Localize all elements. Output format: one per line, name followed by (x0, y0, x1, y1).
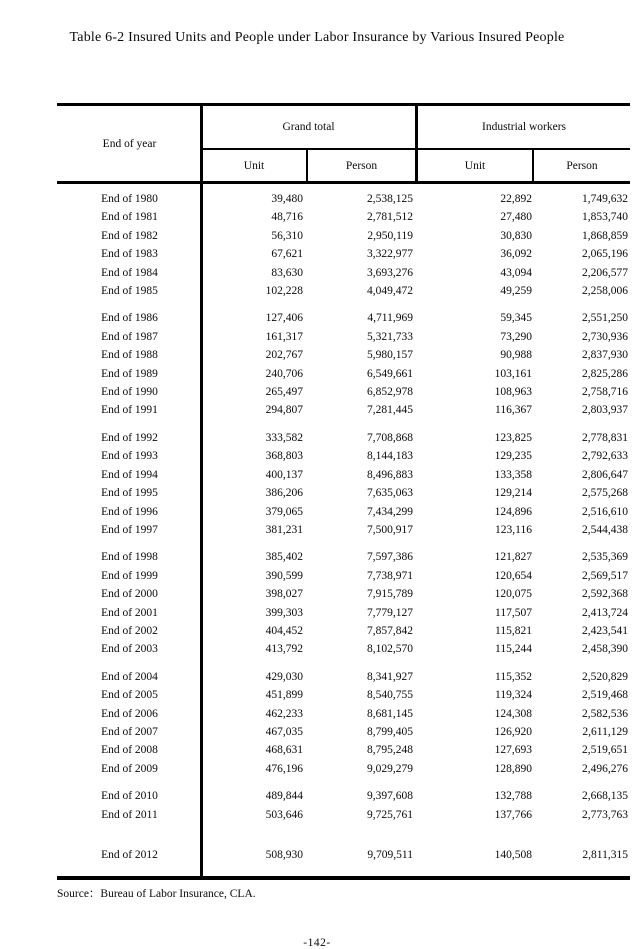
value-cell: 43,094 (500, 266, 532, 279)
value-cell: 7,434,299 (367, 505, 413, 518)
value-cell: 3,693,276 (367, 266, 413, 279)
row-group (57, 787, 630, 824)
table-row (57, 640, 630, 658)
value-cell: 2,065,196 (582, 248, 628, 261)
table-row (57, 328, 630, 346)
year-cell: End of 1999 (101, 569, 158, 582)
value-cell: 462,233 (265, 707, 303, 720)
value-cell: 2,950,119 (367, 229, 413, 242)
column-group-industrial-workers: Industrial workers (418, 106, 630, 150)
year-cell: End of 2008 (101, 744, 158, 757)
table-row (57, 686, 630, 704)
value-cell: 2,582,536 (582, 707, 628, 720)
table-title: Table 6-2 Insured Units and People under Labor Insurance by Various Insured People (69, 30, 565, 45)
value-cell: 8,102,570 (367, 643, 413, 656)
grand-total-unit-header: Unit (202, 150, 308, 181)
grand-total-person-header: Person (308, 150, 418, 181)
year-cell: End of 1982 (101, 229, 158, 242)
value-cell: 503,646 (265, 808, 303, 821)
value-cell: 8,341,927 (367, 670, 413, 683)
value-cell: 2,825,286 (582, 367, 628, 380)
table-row (57, 365, 630, 383)
value-cell: 2,206,577 (582, 266, 628, 279)
row-header-cell: End of year (102, 137, 157, 150)
value-cell: 126,920 (494, 725, 532, 738)
value-cell: 2,520,829 (582, 670, 628, 683)
insurance-table (57, 103, 630, 880)
table-row (57, 604, 630, 622)
value-cell: 129,235 (494, 450, 532, 463)
year-cell: End of 1988 (101, 349, 158, 362)
value-cell: 115,244 (495, 643, 532, 656)
value-cell: 2,413,724 (582, 606, 628, 619)
value-cell: 2,781,512 (367, 211, 413, 224)
year-cell: End of 1997 (101, 523, 158, 536)
year-cell: End of 1985 (101, 285, 158, 298)
value-cell: 108,963 (494, 386, 532, 399)
value-cell: 2,758,716 (582, 386, 628, 399)
value-cell: 2,668,135 (582, 790, 628, 803)
value-cell: 2,730,936 (582, 330, 628, 343)
value-cell: 4,711,969 (367, 312, 413, 325)
value-cell: 368,803 (265, 450, 303, 463)
value-cell: 129,214 (494, 487, 532, 500)
value-cell: 73,290 (500, 330, 532, 343)
row-group (57, 190, 630, 300)
value-cell: 4,049,472 (367, 285, 413, 298)
year-cell: End of 1993 (101, 450, 158, 463)
value-cell: 117,507 (495, 606, 532, 619)
column-group-grand-total: Grand total (202, 106, 418, 150)
value-cell: 7,597,386 (367, 551, 413, 564)
value-cell: 5,321,733 (367, 330, 413, 343)
table-row (57, 585, 630, 603)
value-cell: 2,538,125 (367, 193, 413, 205)
value-cell: 2,458,390 (582, 643, 628, 656)
value-cell: 7,915,789 (367, 588, 413, 601)
year-cell: End of 1990 (101, 386, 158, 399)
value-cell: 9,029,279 (367, 762, 413, 775)
table-row (57, 668, 630, 686)
value-cell: 56,310 (271, 229, 303, 242)
value-cell: 1,749,632 (582, 193, 628, 205)
value-cell: 413,792 (265, 643, 303, 656)
year-cell: End of 2003 (101, 643, 158, 656)
value-cell: 1,853,740 (582, 211, 628, 224)
year-cell: End of 2006 (101, 707, 158, 720)
table-row (57, 760, 630, 778)
year-cell: End of 1983 (101, 248, 158, 261)
table-row (57, 521, 630, 539)
year-cell: End of 1984 (101, 266, 158, 279)
year-cell: End of 1995 (101, 487, 158, 500)
row-group (57, 846, 630, 864)
table-row (57, 787, 630, 805)
value-cell: 451,899 (265, 689, 303, 702)
value-cell: 2,773,763 (582, 808, 628, 821)
industrial-workers-person-header: Person (566, 159, 598, 172)
table-row (57, 622, 630, 640)
table-row (57, 723, 630, 741)
table-row (57, 466, 630, 484)
value-cell: 8,795,248 (367, 744, 413, 757)
value-cell: 9,397,608 (367, 790, 413, 803)
value-cell: 127,693 (494, 744, 532, 757)
year-cell: End of 2004 (101, 670, 158, 683)
value-cell: 468,631 (265, 744, 303, 757)
source-note: Source：Bureau of Labor Insurance, CLA. (57, 888, 256, 901)
value-cell: 1,868,859 (582, 229, 628, 242)
value-cell: 7,281,445 (367, 404, 413, 417)
value-cell: 161,317 (265, 330, 303, 343)
value-cell: 2,551,250 (582, 312, 628, 325)
value-cell: 398,027 (265, 588, 303, 601)
value-cell: 67,621 (271, 248, 303, 261)
year-cell: End of 1998 (101, 551, 158, 564)
table-row (57, 401, 630, 419)
value-cell: 49,259 (500, 285, 532, 298)
value-cell: 7,779,127 (367, 606, 413, 619)
year-cell: End of 1992 (101, 431, 158, 444)
year-cell: End of 1989 (101, 367, 158, 380)
value-cell: 7,738,971 (367, 569, 413, 582)
value-cell: 2,423,541 (582, 624, 628, 637)
value-cell: 508,930 (265, 849, 303, 861)
value-cell: 22,892 (500, 193, 532, 205)
value-cell: 83,630 (271, 266, 303, 279)
value-cell: 9,709,511 (367, 849, 413, 861)
value-cell: 2,535,369 (582, 551, 628, 564)
value-cell: 390,599 (265, 569, 303, 582)
value-cell: 489,844 (265, 790, 303, 803)
year-cell: End of 1991 (101, 404, 158, 417)
table-row (57, 227, 630, 245)
value-cell: 30,830 (500, 229, 532, 242)
year-cell: End of 2011 (101, 808, 158, 821)
value-cell: 120,075 (494, 588, 532, 601)
value-cell: 137,766 (494, 808, 532, 821)
value-cell: 7,635,063 (367, 487, 413, 500)
year-column-divider (200, 106, 203, 876)
value-cell: 386,206 (265, 487, 303, 500)
value-cell: 2,806,647 (582, 468, 628, 481)
table-row (57, 309, 630, 327)
value-cell: 2,837,930 (582, 349, 628, 362)
table-row (57, 429, 630, 447)
year-cell: End of 1994 (101, 468, 158, 481)
value-cell: 121,827 (494, 551, 532, 564)
value-cell: 400,137 (265, 468, 303, 481)
row-group (57, 429, 630, 539)
table-row (57, 503, 630, 521)
value-cell: 140,508 (494, 849, 532, 861)
value-cell: 116,367 (495, 404, 532, 417)
value-cell: 27,480 (500, 211, 532, 224)
year-cell: End of 2012 (101, 849, 158, 861)
value-cell: 7,857,842 (367, 624, 413, 637)
value-cell: 2,803,937 (582, 404, 628, 417)
year-cell: End of 1996 (101, 505, 158, 518)
table-header (57, 106, 630, 184)
value-cell: 385,402 (265, 551, 303, 564)
value-cell: 8,799,405 (367, 725, 413, 738)
value-cell: 5,980,157 (367, 349, 413, 362)
table-row (57, 705, 630, 723)
year-cell: End of 2009 (101, 762, 158, 775)
value-cell: 6,852,978 (367, 386, 413, 399)
table-row (57, 190, 630, 208)
value-cell: 2,569,517 (582, 569, 628, 582)
year-cell: End of 2005 (101, 689, 158, 702)
value-cell: 7,708,868 (367, 431, 413, 444)
value-cell: 467,035 (265, 725, 303, 738)
value-cell: 476,196 (265, 762, 303, 775)
table-row (57, 567, 630, 585)
value-cell: 124,308 (494, 707, 532, 720)
value-cell: 333,582 (265, 431, 303, 444)
table-row (57, 208, 630, 226)
value-cell: 429,030 (265, 670, 303, 683)
value-cell: 7,500,917 (367, 523, 413, 536)
value-cell: 8,540,755 (367, 689, 413, 702)
value-cell: 2,611,129 (582, 725, 628, 738)
year-cell: End of 2010 (101, 790, 158, 803)
value-cell: 39,480 (271, 193, 303, 205)
year-cell: End of 1987 (101, 330, 158, 343)
table-row (57, 264, 630, 282)
value-cell: 9,725,761 (367, 808, 413, 821)
value-cell: 102,228 (265, 285, 303, 298)
table-row (57, 846, 630, 864)
value-cell: 2,519,651 (582, 744, 628, 757)
value-cell: 2,496,276 (582, 762, 628, 775)
value-cell: 6,549,661 (367, 367, 413, 380)
table-row (57, 548, 630, 566)
value-cell: 2,544,438 (582, 523, 628, 536)
table-row (57, 346, 630, 364)
year-cell: End of 2007 (101, 725, 158, 738)
table-row (57, 741, 630, 759)
year-cell: End of 2001 (101, 606, 158, 619)
value-cell: 115,821 (495, 624, 532, 637)
value-cell: 48,716 (271, 211, 303, 224)
value-cell: 90,988 (500, 349, 532, 362)
year-cell: End of 2002 (101, 624, 158, 637)
value-cell: 132,788 (494, 790, 532, 803)
value-cell: 123,825 (494, 431, 532, 444)
value-cell: 2,519,468 (582, 689, 628, 702)
value-cell: 127,406 (265, 312, 303, 325)
industrial-workers-unit-header: Unit (418, 150, 534, 181)
value-cell: 119,324 (495, 689, 532, 702)
value-cell: 59,345 (500, 312, 532, 325)
value-cell: 2,792,633 (582, 450, 628, 463)
value-cell: 120,654 (494, 569, 532, 582)
value-cell: 294,807 (265, 404, 303, 417)
year-cell: End of 2000 (101, 588, 158, 601)
table-row (57, 245, 630, 263)
year-cell: End of 1986 (101, 312, 158, 325)
value-cell: 103,161 (494, 367, 532, 380)
value-cell: 8,681,145 (367, 707, 413, 720)
year-cell: End of 1981 (101, 211, 158, 224)
value-cell: 115,352 (495, 670, 532, 683)
value-cell: 399,303 (265, 606, 303, 619)
year-cell: End of 1980 (101, 193, 158, 205)
value-cell: 2,258,006 (582, 285, 628, 298)
value-cell: 124,896 (494, 505, 532, 518)
value-cell: 133,358 (494, 468, 532, 481)
value-cell: 2,516,610 (582, 505, 628, 518)
value-cell: 379,065 (265, 505, 303, 518)
value-cell: 2,592,368 (582, 588, 628, 601)
page-number: -142- (303, 937, 331, 949)
value-cell: 265,497 (265, 386, 303, 399)
table-row (57, 282, 630, 300)
value-cell: 240,706 (265, 367, 303, 380)
value-cell: 8,144,183 (367, 450, 413, 463)
table-row (57, 806, 630, 824)
table-body (57, 184, 630, 876)
value-cell: 128,890 (494, 762, 532, 775)
row-group (57, 668, 630, 778)
value-cell: 123,116 (495, 523, 532, 536)
value-cell: 202,767 (265, 349, 303, 362)
table-row (57, 383, 630, 401)
value-cell: 2,575,268 (582, 487, 628, 500)
value-cell: 8,496,883 (367, 468, 413, 481)
table-row (57, 484, 630, 502)
value-cell: 3,322,977 (367, 248, 413, 261)
value-cell: 2,811,315 (582, 849, 628, 861)
table-row (57, 447, 630, 465)
value-cell: 381,231 (265, 523, 303, 536)
row-group (57, 548, 630, 658)
value-cell: 2,778,831 (582, 431, 628, 444)
value-cell: 404,452 (265, 624, 303, 637)
row-group (57, 309, 630, 419)
value-cell: 36,092 (500, 248, 532, 261)
